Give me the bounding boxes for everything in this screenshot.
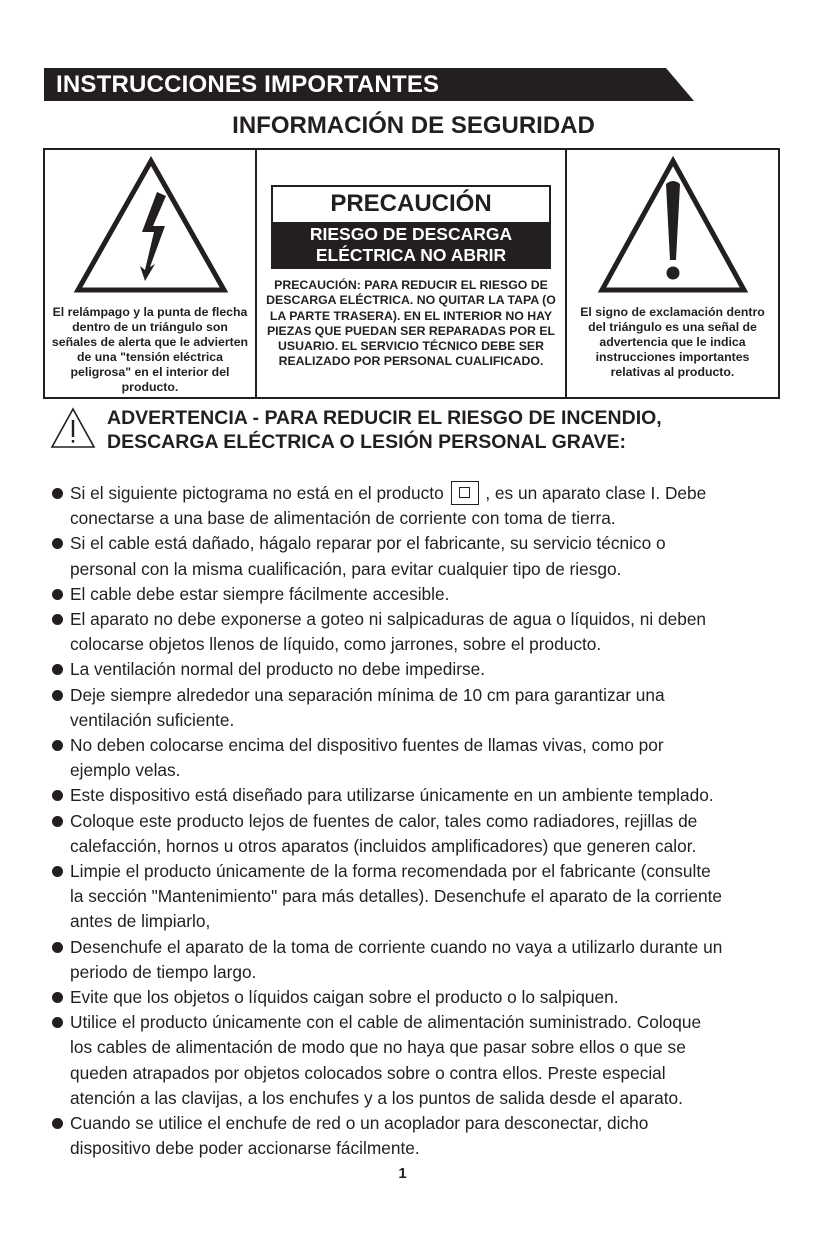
caution-panel [271, 185, 551, 269]
list-item-text: Evite que los objetos o líquidos caigan sobre el producto o lo salpiquen. [70, 987, 619, 1008]
section-title: INFORMACIÓN DE SEGURIDAD [232, 112, 595, 139]
list-item-text: Desenchufe el aparato de la toma de corriente cuando no vaya a utilizarlo durante un periodo de tiempo largo. [70, 936, 723, 982]
list-item-text: El aparato no debe exponerse a goteo ni salpicaduras de agua o líquidos, ni deben colocarse objetos llenos de líquido, como jarrones, sobre el producto. [70, 609, 707, 655]
list-item [52, 859, 792, 935]
bullet-icon [52, 1017, 63, 1028]
bullet-icon [52, 589, 63, 600]
caution-column [257, 150, 567, 397]
list-item [52, 733, 792, 783]
header-banner [44, 68, 694, 101]
lightning-column [45, 150, 257, 397]
list-item-text: Deje siempre alrededor una separación mínima de 10 cm para garantizar una ventilación suficiente. [70, 684, 665, 730]
warning-text [107, 406, 662, 454]
list-item-text: Coloque este producto lejos de fuentes de calor, tales como radiadores, rejillas de calefacción, hornos u otros aparatos (incluidos amplificadores) que generen calor. [70, 810, 698, 856]
caution-title: PRECAUCIÓN [330, 190, 492, 217]
bullet-icon [52, 790, 63, 801]
list-item [52, 607, 792, 657]
exclamation-column [567, 150, 778, 397]
list-item-text: El cable debe estar siempre fácilmente accesible. [70, 583, 450, 604]
warning-line-2: DESCARGA ELÉCTRICA O LESIÓN PERSONAL GRAVE: [107, 431, 626, 453]
list-item [52, 1111, 792, 1161]
safety-symbols-box [43, 148, 780, 399]
list-item-text: Este dispositivo está diseñado para utilizarse únicamente en un ambiente templado. [70, 785, 714, 806]
bullet-icon [52, 1118, 63, 1129]
lightning-caption: El relámpago y la punta de flecha dentro de un triángulo son señales de alerta que le advierten de una "tensión eléctrica peligrosa" en el interior del producto. [51, 305, 249, 394]
bullet-icon [52, 538, 63, 549]
warning-triangle-icon [50, 406, 96, 450]
bullet-icon [52, 992, 63, 1003]
list-item [52, 481, 792, 531]
caution-text: PRECAUCIÓN: PARA REDUCIR EL RIESGO DE DESCARGA ELÉCTRICA. NO QUITAR LA TAPA (O LA PARTE TRASERA). EN EL INTERIOR NO HAY PIEZAS QUE PUEDAN SER REPARADAS POR EL USUARIO. EL SERVICIO TÉCNICO DEBE SER REALIZADO POR PERSONAL CUALIFICADO. [266, 278, 556, 369]
warning-heading [50, 406, 790, 456]
list-item-text: No deben colocarse encima del dispositivo fuentes de llamas vivas, como por ejemplo velas. [70, 735, 664, 781]
list-item-text: La ventilación normal del producto no debe impedirse. [70, 659, 486, 680]
list-item-text: Limpie el producto únicamente de la forma recomendada por el fabricante (consulte la sección "Mantenimiento" para más detalles). Desenchufe el aparato de la corriente antes de limpiarlo, [70, 861, 723, 932]
list-item-text: Si el cable está dañado, hágalo reparar por el fabricante, su servicio técnico o personal con la misma cualificación, para evitar cualquier tipo de riesgo. [70, 533, 666, 579]
lightning-triangle-icon [73, 156, 229, 296]
bullet-icon [52, 866, 63, 877]
bullet-icon [52, 488, 63, 499]
list-item [52, 1010, 792, 1111]
list-item-text: , es un aparato clase I. Debe conectarse a una base de alimentación de corriente con toma de tierra. [70, 483, 707, 529]
bullet-icon [52, 740, 63, 751]
bullet-icon [52, 942, 63, 953]
header-title: INSTRUCCIONES IMPORTANTES [56, 71, 440, 98]
bullet-icon [52, 614, 63, 625]
list-item [52, 531, 792, 581]
list-item-text: Utilice el producto únicamente con el cable de alimentación suministrado. Coloque los cables de alimentación de modo que no haya que pasar sobre ellos o que se queden atrapados por objetos colocados sobre o contra ellos. Preste especial atención a las clavijas, a los enchufes y a los puntos de salida desde el aparato. [70, 1012, 702, 1108]
list-item [52, 657, 792, 682]
list-item-text: Cuando se utilice el enchufe de red o un acoplador para desconectar, dicho dispositivo debe poder accionarse fácilmente. [70, 1113, 649, 1159]
double-square-icon [451, 481, 479, 505]
page-number: 1 [398, 1165, 407, 1182]
bullet-icon [52, 690, 63, 701]
bullet-icon [52, 816, 63, 827]
list-item [52, 985, 792, 1010]
list-item [52, 582, 792, 607]
safety-instructions-list [52, 481, 792, 1161]
exclamation-caption: El signo de exclamación dentro del triángulo es una señal de advertencia que le indica instrucciones importantes relativas al producto. [580, 305, 765, 379]
list-item [52, 783, 792, 808]
list-item [52, 935, 792, 985]
list-item [52, 683, 792, 733]
exclamation-triangle-icon [597, 156, 749, 296]
caution-subtitle: RIESGO DE DESCARGA ELÉCTRICA NO ABRIR [273, 222, 549, 267]
warning-line-1: ADVERTENCIA - PARA REDUCIR EL RIESGO DE INCENDIO, [107, 407, 662, 429]
list-item [52, 809, 792, 859]
bullet-icon [52, 664, 63, 675]
list-item-text: Si el siguiente pictograma no está en el producto [70, 483, 444, 503]
